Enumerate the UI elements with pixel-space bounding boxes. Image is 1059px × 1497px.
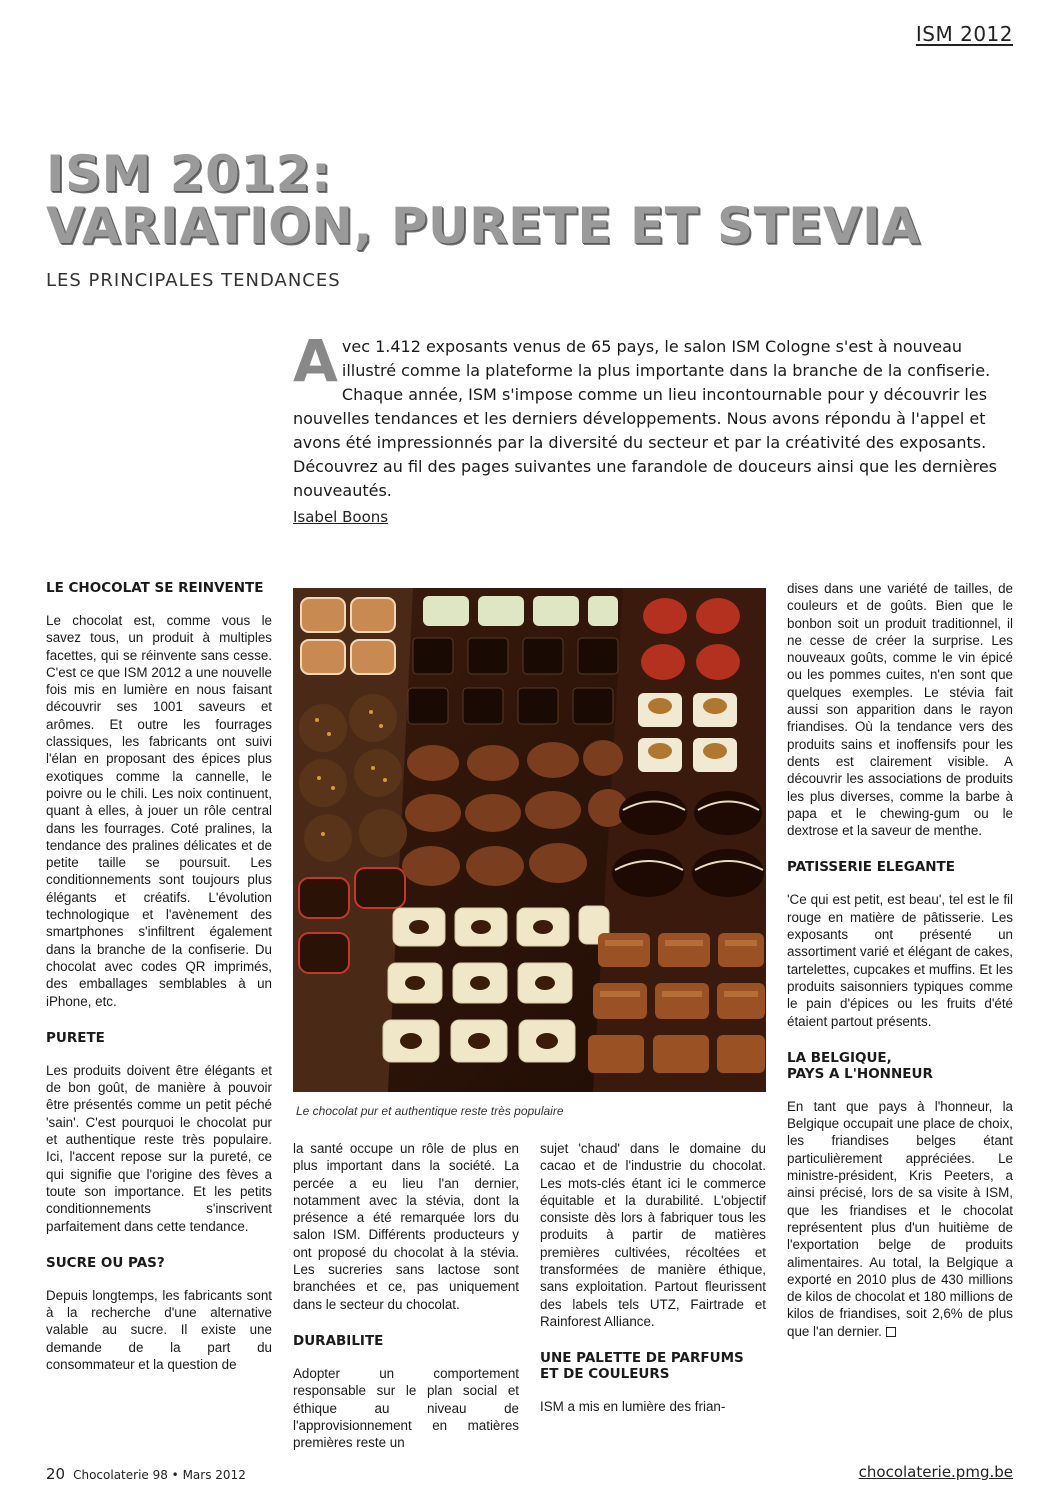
paragraph: la santé occupe un rôle de plus en plus important dans la société. La percée a eu lieu l'an dernier, notamment avec la stévia, dont la présence a été remarquée lors du salon ISM. Différents producteurs y ont proposé du chocolat à la stévia. Les sucreries sans lactose sont branchées et ce, pas uniquement dans le secteur du chocolat.: [293, 1141, 519, 1312]
heading-chocolat: LE CHOCOLAT SE REINVENTE: [46, 580, 264, 596]
title-line-2: VARIATION, PURETE ET STEVIA: [46, 197, 921, 255]
paragraph: dises dans une variété de tailles, de couleurs et de goûts. Bien que le bonbon soit un produit traditionnel, il ne cesse de créer la surprise. Les nouveaux goûts, comme le vin épicé ou les pommes cuites, n'en sont que quelques exemples. Le stévia fait aussi son apparition dans le rayon friandises. Où la tendance vers des produits sains et inoffensifs pour les dents est clairement visible. A découvrir les associations de produits les plus diverses, comme la barbe à papa et le chewing-gum ou le dextrose et la saveur de menthe.: [787, 581, 1013, 839]
heading-durabilite: DURABILITE: [293, 1332, 384, 1349]
column-3: [540, 1140, 766, 1436]
end-mark-icon: [886, 1327, 896, 1337]
intro-text: vec 1.412 exposants venus de 65 pays, le salon ISM Cologne s'est à nouveau illustré comme la plateforme la plus importante dans la branche de la confiserie. Chaque année, ISM s'impose comme un lieu incontournable pour y découvrir les nouvelles tendances et les derniers développements. Nous avons répondu à l'appel et avons été impressionnés par la diversité du secteur et par la créativité des exposants. Découvrez au fil des pages suivantes une farandole de douceurs ainsi que les dernières nouveautés.: [293, 337, 998, 500]
heading-belgique-line-2: PAYS A L'HONNEUR: [787, 1065, 933, 1082]
article-title: [46, 145, 921, 255]
footer-website-link[interactable]: chocolaterie.pmg.be: [858, 1463, 1013, 1481]
heading-palette: UNE PALETTE DE PARFUMS ET DE COULEURS: [540, 1350, 744, 1383]
chocolate-photo: [293, 588, 766, 1092]
paragraph: [787, 1098, 1013, 1340]
issue-label: Chocolaterie 98 • Mars 2012: [73, 1468, 246, 1482]
column-1: [46, 580, 272, 1393]
title-line-1: ISM 2012:: [46, 145, 332, 203]
footer-issue: [46, 1465, 246, 1483]
paragraph: Adopter un comportement responsable sur le plan social et éthique au niveau de l'approvisionnement en matières premières reste un: [293, 1365, 519, 1451]
page-number: 20: [46, 1465, 66, 1483]
heading-patisserie: PATISSERIE ELEGANTE: [787, 859, 955, 876]
author-byline: Isabel Boons: [293, 508, 389, 526]
heading-purete: PURETE: [46, 1029, 105, 1046]
paragraph: Le chocolat est, comme vous le savez tous, un produit à multiples facettes, qui se réinvente sans cesse. C'est ce que ISM 2012 a une nouvelle fois mis en lumière en nous faisant découvrir ses 1001 saveurs et arômes. Et outre les fourrages classiques, les fabricants ont suivi l'élan en proposant des épices plus exotiques comme la cannelle, le poivre ou le chili. Les noix continuent, quant à elles, à jouer un rôle central dans les fourrages. Coté pralines, la tendance des pralines délicates et de petite taille se poursuit. Les conditionnements sont toujours plus élégants et créatifs. L'évolution technologique et l'avènement des smartphones s'infiltrent également dans la branche de la confiserie. Du chocolat avec codes QR imprimés, des emballages semblables à un iPhone, etc.: [46, 613, 272, 1009]
heading-sucre: SUCRE OU PAS?: [46, 1254, 165, 1271]
article-subtitle: LES PRINCIPALES TENDANCES: [46, 270, 341, 291]
heading-belgique-line-1: LA BELGIQUE,: [787, 1049, 892, 1066]
section-tag: ISM 2012: [915, 22, 1013, 46]
paragraph-text: En tant que pays à l'honneur, la Belgique occupait une place de choix, les friandises belges étant particulièrement appréciées. Le ministre-président, Kris Peeters, a ainsi précisé, lors de sa visite à ISM, que les friandises et le chocolat représentent plus d'un huitième de l'exportation belge de produits alimentaires. Au total, la Belgique a exporté en 2010 plus de 430 millions de kilos de chocolat et 180 millions de kilos de friandises, soit 2,6% de plus que l'an dernier.: [787, 1098, 1013, 1339]
photo-caption: Le chocolat pur et authentique reste très populaire: [296, 1104, 564, 1118]
paragraph: sujet 'chaud' dans le domaine du cacao et de l'industrie du chocolat. Les mots-clés étant ici le commerce équitable et la durabilité. L'objectif consiste dès lors à fabriquer tous les produits à partir de matières premières cultivées, récoltées et transformées de manière éthique, sans exploitation. Partout fleurissent des labels tels UTZ, Fairtrade et Rainforest Alliance.: [540, 1141, 766, 1329]
column-4: [787, 580, 1013, 1360]
dropcap: A: [293, 327, 338, 395]
paragraph: ISM a mis en lumière des frian-: [540, 1399, 726, 1415]
paragraph: Depuis longtemps, les fabricants sont à la recherche d'une alternative valable au sucre. Il existe une demande de la part du consommateur et la question de: [46, 1287, 272, 1372]
paragraph: 'Ce qui est petit, est beau', tel est le fil rouge en matière de pâtisserie. Les exposants ont présenté un assortiment varié et élégant de cakes, tartelettes, cupcakes et muffins. Et les produits saisonniers typiques comme le pain d'épices ou les fruits d'été étaient partout présents.: [787, 892, 1013, 1029]
heading-belgique: [787, 1050, 1013, 1082]
intro-paragraph: [293, 327, 1013, 503]
column-2: [293, 1140, 519, 1471]
paragraph: Les produits doivent être élégants et de bon goût, de manière à pouvoir être présentés comme un petit péché 'sain'. C'est pourquoi le chocolat pur et authentique reste très populaire. Ici, l'accent repose sur la pureté, ce qui signifie que l'origine des fèves a toute son importance. Et les petits conditionnements s'inscrivent parfaitement dans cette tendance.: [46, 1062, 272, 1234]
